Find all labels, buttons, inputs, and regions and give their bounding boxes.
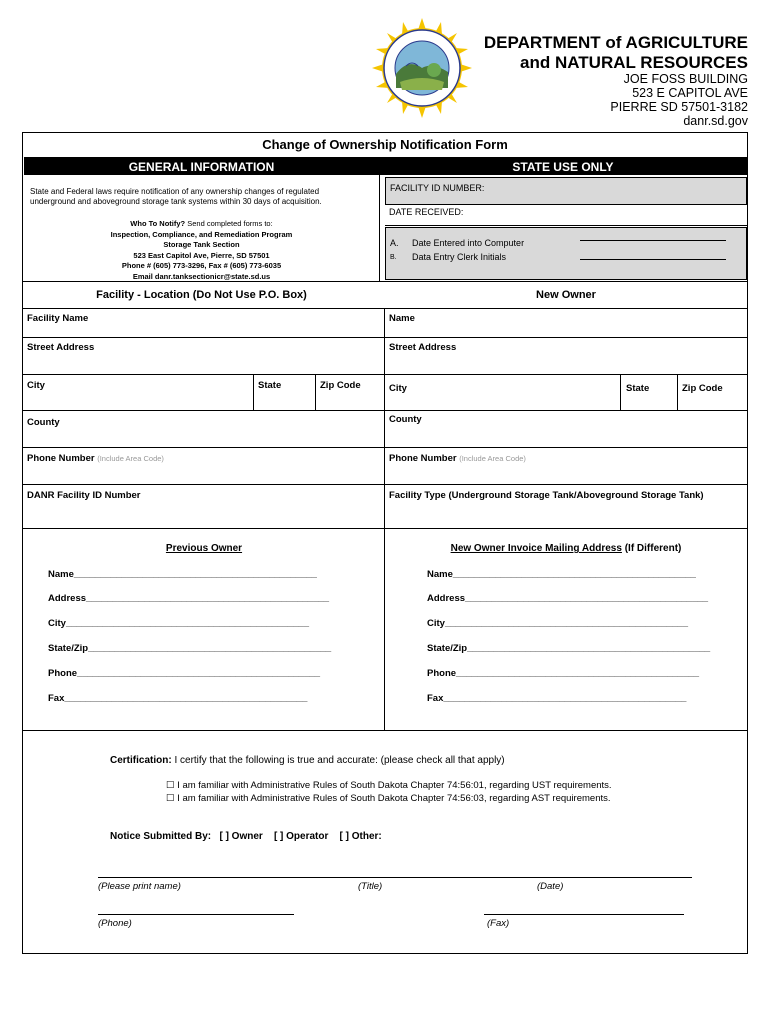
new-owner-street-field[interactable]: Street Address (389, 342, 457, 353)
facility-name-field[interactable]: Facility Name (27, 313, 89, 324)
invoice-city-field[interactable]: City______________________________________________ (427, 618, 688, 629)
other-checkbox[interactable]: [ ] Other: (339, 831, 382, 842)
new-owner-phone-field[interactable]: Phone Number (Include Area Code) (389, 453, 526, 464)
facility-county-field[interactable]: County (27, 417, 60, 428)
new-owner-city-field[interactable]: City (389, 383, 407, 394)
checkbox-icon[interactable]: ☐ (166, 780, 175, 791)
form-title: Change of Ownership Notification Form (262, 137, 508, 152)
fax-label: (Fax) (487, 918, 510, 929)
owner-checkbox[interactable]: [ ] Owner (219, 831, 263, 842)
facility-state-field[interactable]: State (258, 380, 282, 391)
invoice-state-zip-field[interactable]: State/Zip______________________________________________ (427, 643, 711, 654)
address-city: PIERRE SD 57501-3182 (610, 100, 748, 114)
new-owner-state-field[interactable]: State (626, 383, 650, 394)
notify-email-link[interactable]: Email danr.tanksectionicr@state.sd.us (132, 271, 271, 281)
ust-rules-checkbox[interactable]: ☐ I am familiar with Administrative Rules of South Dakota Chapter 74:56:01, regarding UST requirements. (166, 780, 612, 791)
new-owner-name-field[interactable]: Name (389, 313, 415, 324)
new-owner-county-field[interactable]: County (389, 414, 422, 425)
facility-phone-field[interactable]: Phone Number (Include Area Code) (27, 453, 164, 464)
date-label: (Date) (537, 881, 564, 892)
print-name-label: (Please print name) (98, 881, 181, 892)
state-use-heading: STATE USE ONLY (379, 157, 747, 175)
prev-owner-state-zip-field[interactable]: State/Zip______________________________________________ (48, 643, 332, 654)
signature-line[interactable] (98, 877, 692, 878)
facility-location-heading: Facility - Location (Do Not Use P.O. Box) (96, 289, 307, 301)
prev-owner-phone-field[interactable]: Phone______________________________________________ (48, 668, 321, 679)
prev-owner-city-field[interactable]: City______________________________________________ (48, 618, 309, 629)
operator-checkbox[interactable]: [ ] Operator (273, 831, 329, 842)
facility-id-box: FACILITY ID NUMBER: (385, 177, 747, 205)
notify-block: Who To Notify? Send completed forms to: Inspection, Compliance, and Remediation Program Storage Tank Section 523 East Capitol Ave, Pierre, SD 57501 Phone # (605) 773-3296, Fax # (605) 773-6035 Email danr.tanksectionicr@state.sd.us (24, 219, 379, 282)
title-label: (Title) (358, 881, 383, 892)
invoice-address-field[interactable]: Address______________________________________________ (427, 593, 709, 604)
facility-city-field[interactable]: City (27, 380, 45, 391)
new-owner-zip-field[interactable]: Zip Code (682, 383, 723, 394)
address-street: 523 E CAPITOL AVE (632, 86, 748, 100)
website-link[interactable]: danr.sd.gov (683, 114, 748, 128)
invoice-name-field[interactable]: Name______________________________________________ (427, 569, 696, 580)
invoice-fax-field[interactable]: Fax______________________________________________ (427, 693, 687, 704)
law-notice: State and Federal laws require notification of any ownership changes of regulated underground and aboveground storage tank systems within 30 days of acquisition. (30, 187, 322, 206)
prev-owner-fax-field[interactable]: Fax______________________________________________ (48, 693, 308, 704)
previous-owner-heading: Previous Owner (165, 543, 243, 554)
date-received-box: DATE RECEIVED: (385, 205, 747, 226)
department-name-line2: and NATURAL RESOURCES (520, 53, 748, 72)
facility-type-field[interactable]: Facility Type (Underground Storage Tank/Aboveground Storage Tank) (389, 490, 704, 501)
general-info-heading: GENERAL INFORMATION (24, 157, 379, 175)
seal-icon (372, 18, 472, 118)
facility-zip-field[interactable]: Zip Code (320, 380, 361, 391)
certification-statement: Certification: I certify that the following is true and accurate: (please check all that apply) (110, 755, 505, 766)
danr-facility-id-field[interactable]: DANR Facility ID Number (27, 490, 141, 501)
phone-label: (Phone) (98, 918, 132, 929)
fax-line[interactable] (484, 914, 684, 915)
address-building: JOE FOSS BUILDING (623, 72, 748, 86)
invoice-phone-field[interactable]: Phone______________________________________________ (427, 668, 700, 679)
prev-owner-address-field[interactable]: Address______________________________________________ (48, 593, 330, 604)
facility-street-field[interactable]: Street Address (27, 342, 95, 353)
invoice-address-heading: New Owner Invoice Mailing Address (If Different) (450, 543, 682, 554)
ast-rules-checkbox[interactable]: ☐ I am familiar with Administrative Rules of South Dakota Chapter 74:56:03, regarding AST requirements. (166, 793, 611, 804)
data-entry-box: A. Date Entered into Computer B. Data Entry Clerk Initials (385, 227, 747, 280)
prev-owner-name-field[interactable]: Name______________________________________________ (48, 569, 317, 580)
new-owner-heading: New Owner (536, 289, 596, 301)
notice-submitted-by: Notice Submitted By: [ ] Owner [ ] Operator [ ] Other: (110, 831, 382, 842)
danr-seal (372, 18, 472, 118)
checkbox-icon[interactable]: ☐ (166, 793, 175, 804)
phone-line[interactable] (98, 914, 294, 915)
department-name-line1: DEPARTMENT of AGRICULTURE (483, 33, 748, 52)
